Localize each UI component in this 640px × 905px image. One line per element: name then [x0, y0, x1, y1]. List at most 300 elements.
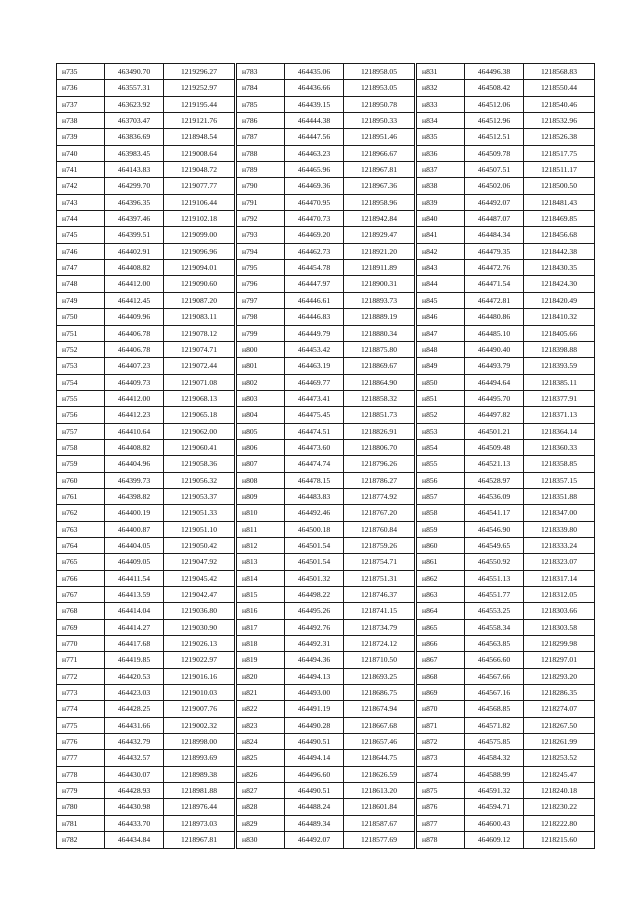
x-coordinate-cell: 464584.32	[465, 750, 524, 766]
x-coordinate-cell: 464558.34	[465, 619, 524, 635]
x-coordinate-cell: 464490.40	[465, 341, 524, 357]
point-id-cell: н775	[57, 717, 105, 733]
table-row	[57, 799, 235, 815]
table-row	[237, 603, 415, 619]
y-coordinate-cell: 1218577.69	[344, 832, 415, 848]
x-coordinate-cell: 464400.87	[105, 521, 164, 537]
table-row	[237, 96, 415, 112]
x-coordinate-cell: 464551.77	[465, 587, 524, 603]
y-coordinate-cell: 1219068.13	[164, 390, 235, 406]
table-row	[237, 211, 415, 227]
point-id-cell: н806	[237, 439, 285, 455]
x-coordinate-cell: 464492.31	[285, 636, 344, 652]
x-coordinate-cell: 464428.25	[105, 701, 164, 717]
table-row	[57, 652, 235, 668]
point-id-cell: н811	[237, 521, 285, 537]
point-id-cell: н835	[417, 129, 465, 145]
y-coordinate-cell: 1218312.05	[524, 587, 595, 603]
table-row	[417, 685, 595, 701]
point-id-cell: н812	[237, 537, 285, 553]
y-coordinate-cell: 1218360.33	[524, 439, 595, 455]
y-coordinate-cell: 1218274.07	[524, 701, 595, 717]
table-row	[237, 685, 415, 701]
x-coordinate-cell: 464508.42	[465, 80, 524, 96]
x-coordinate-cell: 464409.96	[105, 309, 164, 325]
y-coordinate-cell: 1218357.15	[524, 472, 595, 488]
x-coordinate-cell: 464512.06	[465, 96, 524, 112]
x-coordinate-cell: 464410.64	[105, 423, 164, 439]
table-row	[57, 766, 235, 782]
table-row	[237, 243, 415, 259]
table-row	[417, 260, 595, 276]
point-id-cell: н847	[417, 325, 465, 341]
y-coordinate-cell: 1218371.13	[524, 407, 595, 423]
table-row	[417, 652, 595, 668]
x-coordinate-cell: 464412.23	[105, 407, 164, 423]
y-coordinate-cell: 1218710.50	[344, 652, 415, 668]
table-row	[417, 439, 595, 455]
x-coordinate-cell: 464413.59	[105, 587, 164, 603]
point-id-cell: н815	[237, 587, 285, 603]
y-coordinate-cell: 1218667.68	[344, 717, 415, 733]
y-coordinate-cell: 1218222.80	[524, 815, 595, 831]
x-coordinate-cell: 463983.45	[105, 145, 164, 161]
table-row	[57, 423, 235, 439]
table-row	[57, 407, 235, 423]
y-coordinate-cell: 1218500.50	[524, 178, 595, 194]
table-row	[237, 832, 415, 848]
x-coordinate-cell: 464489.34	[285, 815, 344, 831]
table-row	[237, 456, 415, 472]
table-row	[237, 717, 415, 733]
table-row	[417, 227, 595, 243]
x-coordinate-cell: 464567.66	[465, 668, 524, 684]
y-coordinate-cell: 1218303.66	[524, 603, 595, 619]
table-row	[237, 799, 415, 815]
x-coordinate-cell: 464501.54	[285, 537, 344, 553]
table-row	[237, 439, 415, 455]
x-coordinate-cell: 464414.27	[105, 619, 164, 635]
table-row	[417, 96, 595, 112]
point-id-cell: н865	[417, 619, 465, 635]
point-id-cell: н821	[237, 685, 285, 701]
y-coordinate-cell: 1218851.73	[344, 407, 415, 423]
y-coordinate-cell: 1219094.01	[164, 260, 235, 276]
y-coordinate-cell: 1218317.14	[524, 570, 595, 586]
table-row	[237, 309, 415, 325]
y-coordinate-cell: 1218323.07	[524, 554, 595, 570]
point-id-cell: н752	[57, 341, 105, 357]
point-id-cell: н875	[417, 783, 465, 799]
table-row	[57, 472, 235, 488]
table-row	[417, 243, 595, 259]
y-coordinate-cell: 1218333.24	[524, 537, 595, 553]
x-coordinate-cell: 464494.13	[285, 668, 344, 684]
x-coordinate-cell: 464480.86	[465, 309, 524, 325]
y-coordinate-cell: 1219121.76	[164, 113, 235, 129]
y-coordinate-cell: 1218215.60	[524, 832, 595, 848]
table-row	[237, 505, 415, 521]
x-coordinate-cell: 464594.71	[465, 799, 524, 815]
y-coordinate-cell: 1218385.11	[524, 374, 595, 390]
y-coordinate-cell: 1218796.26	[344, 456, 415, 472]
x-coordinate-cell: 464408.82	[105, 260, 164, 276]
y-coordinate-cell: 1218921.20	[344, 243, 415, 259]
y-coordinate-cell: 1218347.00	[524, 505, 595, 521]
x-coordinate-cell: 464446.61	[285, 292, 344, 308]
y-coordinate-cell: 1219050.42	[164, 537, 235, 553]
x-coordinate-cell: 464402.91	[105, 243, 164, 259]
x-coordinate-cell: 464575.85	[465, 734, 524, 750]
point-id-cell: н822	[237, 701, 285, 717]
point-id-cell: н764	[57, 537, 105, 553]
x-coordinate-cell: 464434.84	[105, 832, 164, 848]
table-row	[417, 390, 595, 406]
point-id-cell: н785	[237, 96, 285, 112]
coordinate-table-3	[416, 63, 595, 849]
table-row	[237, 472, 415, 488]
point-id-cell: н855	[417, 456, 465, 472]
point-id-cell: н839	[417, 194, 465, 210]
x-coordinate-cell: 464409.05	[105, 554, 164, 570]
table-row	[57, 113, 235, 129]
point-id-cell: н854	[417, 439, 465, 455]
x-coordinate-cell: 464431.66	[105, 717, 164, 733]
table-row	[237, 145, 415, 161]
table-row	[417, 309, 595, 325]
table-row	[417, 766, 595, 782]
point-id-cell: н741	[57, 162, 105, 178]
x-coordinate-cell: 464432.79	[105, 734, 164, 750]
x-coordinate-cell: 464490.51	[285, 783, 344, 799]
point-id-cell: н808	[237, 472, 285, 488]
x-coordinate-cell: 464494.64	[465, 374, 524, 390]
x-coordinate-cell: 463703.47	[105, 113, 164, 129]
y-coordinate-cell: 1218358.85	[524, 456, 595, 472]
y-coordinate-cell: 1218377.91	[524, 390, 595, 406]
table-row	[57, 358, 235, 374]
x-coordinate-cell: 464571.82	[465, 717, 524, 733]
x-coordinate-cell: 464549.65	[465, 537, 524, 553]
table-row	[237, 734, 415, 750]
table-row	[57, 521, 235, 537]
y-coordinate-cell: 1218864.90	[344, 374, 415, 390]
table-row	[417, 64, 595, 80]
point-id-cell: н759	[57, 456, 105, 472]
table-row	[57, 64, 235, 80]
table-row	[417, 374, 595, 390]
point-id-cell: н863	[417, 587, 465, 603]
point-id-cell: н748	[57, 276, 105, 292]
x-coordinate-cell: 464550.92	[465, 554, 524, 570]
x-coordinate-cell: 464492.76	[285, 619, 344, 635]
x-coordinate-cell: 464588.99	[465, 766, 524, 782]
point-id-cell: н804	[237, 407, 285, 423]
y-coordinate-cell: 1218998.00	[164, 734, 235, 750]
point-id-cell: н751	[57, 325, 105, 341]
point-id-cell: н755	[57, 390, 105, 406]
point-id-cell: н853	[417, 423, 465, 439]
point-id-cell: н859	[417, 521, 465, 537]
table-row	[417, 211, 595, 227]
point-id-cell: н735	[57, 64, 105, 80]
table-row	[57, 374, 235, 390]
y-coordinate-cell: 1219065.18	[164, 407, 235, 423]
table-row	[417, 472, 595, 488]
point-id-cell: н757	[57, 423, 105, 439]
x-coordinate-cell: 464521.13	[465, 456, 524, 472]
point-id-cell: н776	[57, 734, 105, 750]
x-coordinate-cell: 464472.81	[465, 292, 524, 308]
y-coordinate-cell: 1218240.18	[524, 783, 595, 799]
x-coordinate-cell: 464454.78	[285, 260, 344, 276]
table-row	[417, 668, 595, 684]
y-coordinate-cell: 1218550.44	[524, 80, 595, 96]
x-coordinate-cell: 464406.78	[105, 341, 164, 357]
point-id-cell: н824	[237, 734, 285, 750]
point-id-cell: н774	[57, 701, 105, 717]
x-coordinate-cell: 464501.32	[285, 570, 344, 586]
point-id-cell: н816	[237, 603, 285, 619]
y-coordinate-cell: 1218976.44	[164, 799, 235, 815]
x-coordinate-cell: 464469.20	[285, 227, 344, 243]
y-coordinate-cell: 1218806.70	[344, 439, 415, 455]
table-row	[417, 799, 595, 815]
x-coordinate-cell: 464463.19	[285, 358, 344, 374]
y-coordinate-cell: 1218587.67	[344, 815, 415, 831]
table-row	[237, 587, 415, 603]
y-coordinate-cell: 1218430.35	[524, 260, 595, 276]
y-coordinate-cell: 1218767.20	[344, 505, 415, 521]
point-id-cell: н833	[417, 96, 465, 112]
y-coordinate-cell: 1218303.58	[524, 619, 595, 635]
point-id-cell: н778	[57, 766, 105, 782]
y-coordinate-cell: 1218989.38	[164, 766, 235, 782]
point-id-cell: н795	[237, 260, 285, 276]
x-coordinate-cell: 464446.83	[285, 309, 344, 325]
table-row	[57, 227, 235, 243]
y-coordinate-cell: 1218958.05	[344, 64, 415, 80]
y-coordinate-cell: 1219051.33	[164, 505, 235, 521]
table-row	[57, 309, 235, 325]
x-coordinate-cell: 464469.36	[285, 178, 344, 194]
y-coordinate-cell: 1219058.36	[164, 456, 235, 472]
y-coordinate-cell: 1218981.88	[164, 783, 235, 799]
y-coordinate-cell: 1219002.32	[164, 717, 235, 733]
y-coordinate-cell: 1219071.08	[164, 374, 235, 390]
point-id-cell: н767	[57, 587, 105, 603]
x-coordinate-cell: 464502.06	[465, 178, 524, 194]
table-row	[417, 701, 595, 717]
table-row	[237, 750, 415, 766]
point-id-cell: н817	[237, 619, 285, 635]
x-coordinate-cell: 464509.78	[465, 145, 524, 161]
table-row	[417, 358, 595, 374]
y-coordinate-cell: 1218299.98	[524, 636, 595, 652]
y-coordinate-cell: 1218951.46	[344, 129, 415, 145]
x-coordinate-cell: 464498.22	[285, 587, 344, 603]
point-id-cell: н737	[57, 96, 105, 112]
x-coordinate-cell: 464512.96	[465, 113, 524, 129]
x-coordinate-cell: 464483.83	[285, 488, 344, 504]
point-id-cell: н777	[57, 750, 105, 766]
y-coordinate-cell: 1218469.85	[524, 211, 595, 227]
x-coordinate-cell: 464490.51	[285, 734, 344, 750]
table-row	[417, 832, 595, 848]
y-coordinate-cell: 1218626.59	[344, 766, 415, 782]
y-coordinate-cell: 1218942.84	[344, 211, 415, 227]
table-row	[57, 276, 235, 292]
y-coordinate-cell: 1218644.75	[344, 750, 415, 766]
y-coordinate-cell: 1218674.94	[344, 701, 415, 717]
point-id-cell: н838	[417, 178, 465, 194]
x-coordinate-cell: 464398.82	[105, 488, 164, 504]
y-coordinate-cell: 1219036.80	[164, 603, 235, 619]
x-coordinate-cell: 464400.19	[105, 505, 164, 521]
x-coordinate-cell: 464471.54	[465, 276, 524, 292]
point-id-cell: н771	[57, 652, 105, 668]
y-coordinate-cell: 1219078.12	[164, 325, 235, 341]
table-row	[57, 570, 235, 586]
y-coordinate-cell: 1219102.18	[164, 211, 235, 227]
point-id-cell: н793	[237, 227, 285, 243]
point-id-cell: н868	[417, 668, 465, 684]
point-id-cell: н849	[417, 358, 465, 374]
y-coordinate-cell: 1218517.75	[524, 145, 595, 161]
table-row	[237, 423, 415, 439]
point-id-cell: н810	[237, 505, 285, 521]
y-coordinate-cell: 1218858.32	[344, 390, 415, 406]
x-coordinate-cell: 464497.82	[465, 407, 524, 423]
y-coordinate-cell: 1218751.31	[344, 570, 415, 586]
table-row	[237, 668, 415, 684]
y-coordinate-cell: 1218286.35	[524, 685, 595, 701]
point-id-cell: н753	[57, 358, 105, 374]
table-row	[237, 390, 415, 406]
x-coordinate-cell: 464412.45	[105, 292, 164, 308]
x-coordinate-cell: 464399.51	[105, 227, 164, 243]
x-coordinate-cell: 464433.70	[105, 815, 164, 831]
y-coordinate-cell: 1219048.72	[164, 162, 235, 178]
x-coordinate-cell: 464493.00	[285, 685, 344, 701]
table-row	[237, 570, 415, 586]
point-id-cell: н878	[417, 832, 465, 848]
table-row	[237, 636, 415, 652]
point-id-cell: н780	[57, 799, 105, 815]
table-row	[417, 407, 595, 423]
point-id-cell: н877	[417, 815, 465, 831]
y-coordinate-cell: 1219195.44	[164, 96, 235, 112]
point-id-cell: н852	[417, 407, 465, 423]
y-coordinate-cell: 1218900.31	[344, 276, 415, 292]
y-coordinate-cell: 1219022.97	[164, 652, 235, 668]
x-coordinate-cell: 464412.00	[105, 390, 164, 406]
x-coordinate-cell: 464470.95	[285, 194, 344, 210]
point-id-cell: н756	[57, 407, 105, 423]
point-id-cell: н796	[237, 276, 285, 292]
point-id-cell: н813	[237, 554, 285, 570]
point-id-cell: н842	[417, 243, 465, 259]
point-id-cell: н832	[417, 80, 465, 96]
x-coordinate-cell: 464470.73	[285, 211, 344, 227]
table-row	[237, 227, 415, 243]
point-id-cell: н860	[417, 537, 465, 553]
y-coordinate-cell: 1219042.47	[164, 587, 235, 603]
y-coordinate-cell: 1218958.96	[344, 194, 415, 210]
x-coordinate-cell: 463623.92	[105, 96, 164, 112]
y-coordinate-cell: 1218261.99	[524, 734, 595, 750]
x-coordinate-cell: 464417.68	[105, 636, 164, 652]
table-row	[57, 832, 235, 848]
point-id-cell: н747	[57, 260, 105, 276]
table-row	[417, 129, 595, 145]
table-row	[57, 211, 235, 227]
table-row	[417, 554, 595, 570]
y-coordinate-cell: 1218568.83	[524, 64, 595, 80]
point-id-cell: н763	[57, 521, 105, 537]
point-id-cell: н788	[237, 145, 285, 161]
table-row	[57, 554, 235, 570]
table-row	[237, 260, 415, 276]
y-coordinate-cell: 1219030.90	[164, 619, 235, 635]
point-id-cell: н743	[57, 194, 105, 210]
x-coordinate-cell: 463557.31	[105, 80, 164, 96]
table-row	[237, 554, 415, 570]
table-row	[57, 587, 235, 603]
y-coordinate-cell: 1218351.88	[524, 488, 595, 504]
table-row	[57, 619, 235, 635]
table-row	[57, 815, 235, 831]
point-id-cell: н740	[57, 145, 105, 161]
x-coordinate-cell: 464397.46	[105, 211, 164, 227]
y-coordinate-cell: 1219007.76	[164, 701, 235, 717]
point-id-cell: н789	[237, 162, 285, 178]
table-row	[417, 145, 595, 161]
table-row	[417, 488, 595, 504]
x-coordinate-cell: 464143.83	[105, 162, 164, 178]
point-id-cell: н867	[417, 652, 465, 668]
point-id-cell: н841	[417, 227, 465, 243]
table-row	[237, 276, 415, 292]
x-coordinate-cell: 464430.98	[105, 799, 164, 815]
y-coordinate-cell: 1218893.73	[344, 292, 415, 308]
y-coordinate-cell: 1218398.88	[524, 341, 595, 357]
point-id-cell: н754	[57, 374, 105, 390]
x-coordinate-cell: 464408.82	[105, 439, 164, 455]
x-coordinate-cell: 464419.85	[105, 652, 164, 668]
y-coordinate-cell: 1218966.67	[344, 145, 415, 161]
point-id-cell: н845	[417, 292, 465, 308]
y-coordinate-cell: 1218253.52	[524, 750, 595, 766]
point-id-cell: н871	[417, 717, 465, 733]
x-coordinate-cell: 464566.60	[465, 652, 524, 668]
y-coordinate-cell: 1218393.59	[524, 358, 595, 374]
table-row	[417, 636, 595, 652]
x-coordinate-cell: 464473.60	[285, 439, 344, 455]
table-row	[417, 521, 595, 537]
x-coordinate-cell: 464484.34	[465, 227, 524, 243]
table-row	[237, 162, 415, 178]
point-id-cell: н840	[417, 211, 465, 227]
x-coordinate-cell: 464492.46	[285, 505, 344, 521]
point-id-cell: н851	[417, 390, 465, 406]
y-coordinate-cell: 1218950.33	[344, 113, 415, 129]
y-coordinate-cell: 1218950.78	[344, 96, 415, 112]
x-coordinate-cell: 464411.54	[105, 570, 164, 586]
point-id-cell: н791	[237, 194, 285, 210]
x-coordinate-cell: 464528.97	[465, 472, 524, 488]
table-row	[417, 587, 595, 603]
